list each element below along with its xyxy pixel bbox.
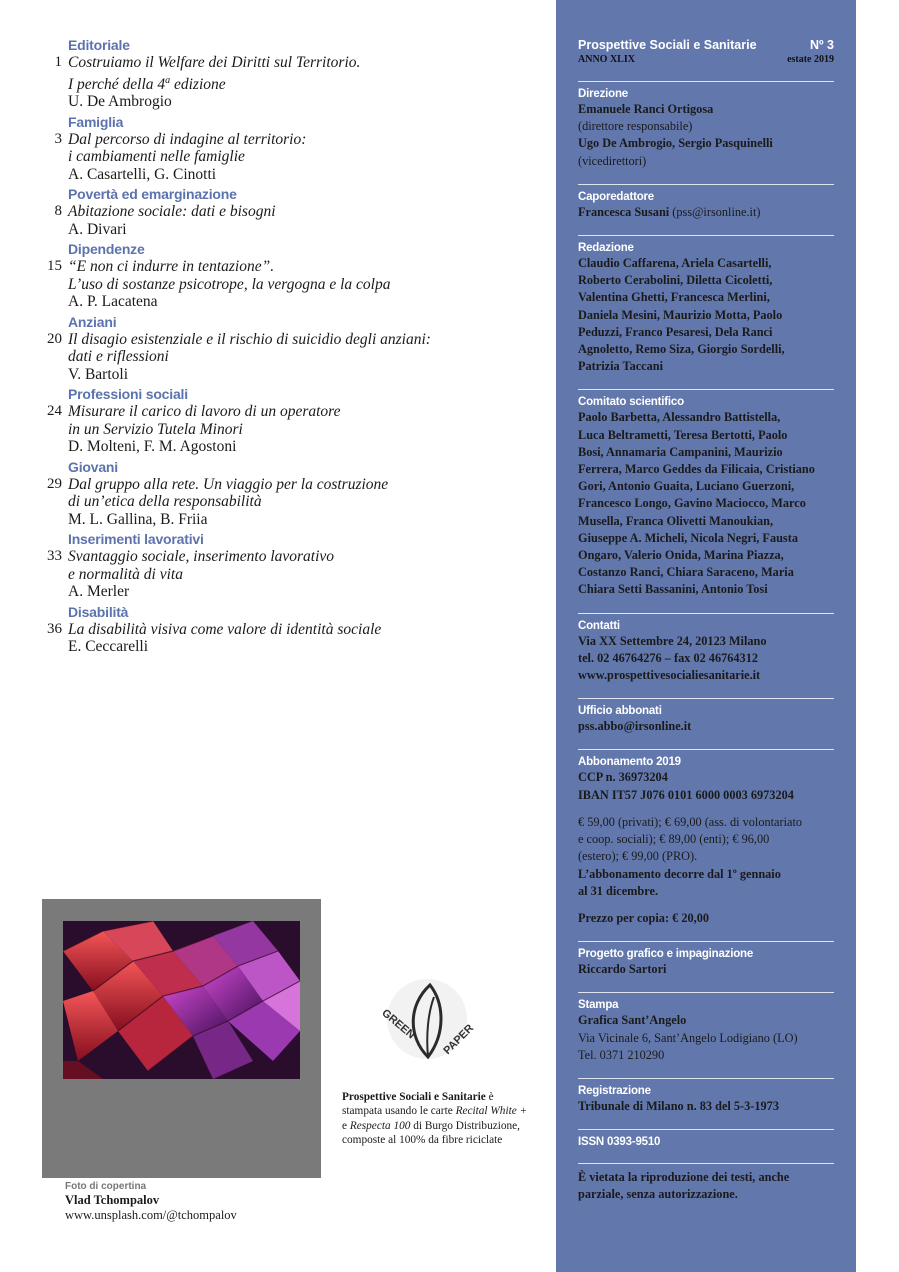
colophon-heading: Abbonamento 2019 xyxy=(578,756,681,769)
toc-page-number: 1 xyxy=(54,54,62,70)
toc-category: Povertà ed emarginazione xyxy=(68,186,237,203)
magazine-header xyxy=(578,38,834,53)
colophon-text: Ugo De Ambrogio, Sergio Pasquinelli xyxy=(578,136,773,151)
colophon-line xyxy=(578,255,834,272)
colophon-text: Via Vicinale 6, Sant’Angelo Lodigiano (LO) xyxy=(578,1030,798,1045)
colophon-line xyxy=(578,478,834,495)
issue-season: estate 2019 xyxy=(787,54,834,65)
toc-title-line: e normalità di vita xyxy=(68,565,183,583)
colophon-text: Agnoletto, Remo Siza, Giorgio Sordelli, xyxy=(578,342,785,357)
toc-page-number: 20 xyxy=(47,330,62,347)
colophon-line xyxy=(578,289,834,306)
colophon-line xyxy=(578,1012,834,1029)
table-of-contents xyxy=(38,37,538,659)
photographer-name: Vlad Tchompalov xyxy=(65,1193,160,1207)
colophon-line xyxy=(578,409,834,426)
colophon-line xyxy=(578,1169,834,1186)
toc-entry[interactable] xyxy=(38,203,538,238)
colophon-heading: ISSN 0393-9510 xyxy=(578,1136,661,1149)
colophon-text: Grafica Sant’Angelo xyxy=(578,1013,687,1028)
toc-title-line: dati e riflessioni xyxy=(68,348,169,366)
section-divider xyxy=(578,235,834,236)
toc-entry[interactable] xyxy=(38,54,538,111)
issue-number: Nº 3 xyxy=(809,38,834,52)
toc-title-line: Abitazione sociale: dati e bisogni xyxy=(68,203,276,221)
toc-author: E. Ceccarelli xyxy=(68,638,149,656)
toc-category: Famiglia xyxy=(68,113,124,130)
colophon-line xyxy=(578,814,834,831)
colophon-line xyxy=(578,341,834,358)
green-paper-text: e xyxy=(342,1119,350,1132)
toc-author: V. Bartoli xyxy=(68,365,128,383)
toc-page-number: 15 xyxy=(47,258,62,275)
colophon-text: tel. 02 46764276 – fax 02 46764312 xyxy=(578,650,758,665)
cover-photo xyxy=(63,921,300,1079)
colophon-text: Giuseppe A. Micheli, Nicola Negri, Fausta xyxy=(578,530,798,545)
toc-title-line: in un Servizio Tutela Minori xyxy=(68,420,243,438)
toc-title-line: “E non ci indurre in tentazione”. xyxy=(68,258,275,276)
toc-entry[interactable] xyxy=(38,258,538,311)
colophon-text: € 59,00 (privati); € 69,00 (ass. di volontariato xyxy=(578,814,803,829)
section-divider xyxy=(578,184,834,185)
green-paper-logo-text-right: PAPER xyxy=(441,1022,477,1058)
colophon-line xyxy=(578,866,834,883)
colophon-line xyxy=(578,135,834,152)
leaf-icon xyxy=(372,975,482,1065)
section-divider xyxy=(578,613,834,614)
toc-title-superscript: a xyxy=(165,74,171,86)
green-paper-text: è stampata usando le carte xyxy=(342,1091,494,1118)
toc-title-line: Misurare il carico di lavoro di un operatore xyxy=(68,403,341,421)
spacer xyxy=(578,900,834,910)
colophon-line xyxy=(578,204,834,221)
toc-entry[interactable] xyxy=(38,131,538,184)
colophon-text: Chiara Setti Bassanini, Antonio Tosi xyxy=(578,582,768,597)
colophon-heading: Comitato scientifico xyxy=(578,396,684,409)
colophon-line xyxy=(578,848,834,865)
colophon-line xyxy=(578,272,834,289)
colophon-heading: Ufficio abbonati xyxy=(578,705,662,718)
colophon-line xyxy=(578,307,834,324)
colophon-text: Ferrera, Marco Geddes da Filicaia, Cristiano xyxy=(578,462,815,477)
colophon-line xyxy=(578,530,834,547)
colophon-text: Patrizia Taccani xyxy=(578,359,664,374)
colophon-line xyxy=(578,1030,834,1047)
colophon-text: Valentina Ghetti, Francesca Merlini, xyxy=(578,290,770,305)
colophon-text: Luca Beltrametti, Teresa Bertotti, Paolo xyxy=(578,427,788,442)
colophon-text: Via XX Settembre 24, 20123 Milano xyxy=(578,633,767,648)
section-divider xyxy=(578,992,834,993)
colophon-line xyxy=(578,633,834,650)
colophon-line xyxy=(578,358,834,375)
colophon-heading: Registrazione xyxy=(578,1084,651,1097)
colophon-text: Daniela Mesini, Maurizio Motta, Paolo xyxy=(578,307,783,322)
colophon-heading: Direzione xyxy=(578,88,628,100)
colophon-line xyxy=(578,769,834,786)
colophon-text: www.prospettivesocialiesanitarie.it xyxy=(578,668,761,683)
toc-page-number: 24 xyxy=(47,403,62,420)
colophon-line xyxy=(578,961,834,978)
colophon-text: Emanuele Ranci Ortigosa xyxy=(578,102,714,116)
section-divider xyxy=(578,749,834,750)
paper-name-1: Recital White + xyxy=(455,1105,528,1118)
cover-photo-image xyxy=(63,921,300,1079)
toc-title-line: Costruiamo il Welfare dei Diritti sul Territorio. xyxy=(68,54,361,71)
colophon-line xyxy=(578,427,834,444)
colophon-sections xyxy=(578,81,834,1204)
colophon-text: Paolo Barbetta, Alessandro Battistella, xyxy=(578,410,781,425)
toc-title-line: La disabilità visiva come valore di identità sociale xyxy=(68,620,382,638)
toc-title-line: Svantaggio sociale, inserimento lavorativo xyxy=(68,548,335,566)
colophon-text: È vietata la riproduzione dei testi, anche xyxy=(578,1170,790,1185)
toc-page-number: 36 xyxy=(47,620,62,637)
toc-author: A. P. Lacatena xyxy=(68,293,158,311)
toc-category: Anziani xyxy=(68,313,117,330)
colophon-line xyxy=(578,118,834,135)
colophon-line xyxy=(578,883,834,900)
colophon-line xyxy=(578,718,834,735)
colophon-line xyxy=(578,461,834,478)
colophon-text: Gori, Antonio Guaita, Luciano Guerzoni, xyxy=(578,479,795,494)
colophon-text: parziale, senza autorizzazione. xyxy=(578,1187,738,1202)
toc-title-line: i cambiamenti nelle famiglie xyxy=(68,148,245,166)
section-divider xyxy=(578,698,834,699)
colophon-text: Musella, Franca Olivetti Manoukian, xyxy=(578,513,774,528)
toc-page-number: 3 xyxy=(54,130,62,147)
colophon-text: Prezzo per copia: € 20,00 xyxy=(578,910,710,925)
colophon-text: (estero); € 99,00 (PRO). xyxy=(578,849,698,864)
colophon-text: CCP n. 36973204 xyxy=(578,770,668,785)
toc-title-line xyxy=(68,72,538,94)
colophon-line xyxy=(578,547,834,564)
colophon-line xyxy=(578,1098,834,1115)
toc-author: U. De Ambrogio xyxy=(68,93,172,111)
colophon-text: pss.abbo@irsonline.it xyxy=(578,719,692,734)
colophon-text: Peduzzi, Franco Pesaresi, Dela Ranci xyxy=(578,324,773,339)
colophon-line xyxy=(578,650,834,667)
cover-photo-caption xyxy=(65,1180,325,1223)
colophon-heading: Redazione xyxy=(578,242,634,255)
toc-author: D. Molteni, F. M. Agostoni xyxy=(68,438,237,456)
photographer-url: www.unsplash.com/@tchompalov xyxy=(65,1208,237,1222)
colophon-line xyxy=(578,1047,834,1064)
colophon-line xyxy=(578,831,834,848)
colophon-line xyxy=(578,564,834,581)
volume-year: ANNO XLIX xyxy=(578,54,635,65)
colophon-heading: Stampa xyxy=(578,999,619,1012)
colophon-text: Francesca Susani xyxy=(578,204,670,219)
colophon-text: Ongaro, Valerio Onida, Marina Piazza, xyxy=(578,548,784,563)
colophon-text: Tel. 0371 210290 xyxy=(578,1047,665,1062)
toc-category: Editoriale xyxy=(68,37,130,53)
colophon-text: Bosi, Annamaria Campanini, Maurizio xyxy=(578,444,783,459)
toc-page-number: 33 xyxy=(47,548,62,565)
green-paper-logo xyxy=(372,975,482,1065)
toc-title-line: di un’etica della responsabilità xyxy=(68,493,262,511)
spacer xyxy=(578,804,834,814)
colophon-text: Roberto Cerabolini, Diletta Cicoletti, xyxy=(578,273,773,288)
section-divider xyxy=(578,81,834,82)
colophon-line xyxy=(578,444,834,461)
colophon-text: e coop. sociali); € 89,00 (enti); € 96,00 xyxy=(578,832,770,847)
toc-title-line: L’uso di sostanze psicotrope, la vergogna e la colpa xyxy=(68,275,391,293)
toc-page-number: 29 xyxy=(47,475,62,492)
colophon-text: Riccardo Sartori xyxy=(578,962,667,977)
toc-entry[interactable] xyxy=(38,476,538,529)
green-paper-note xyxy=(342,1090,530,1147)
toc-title-line: Dal gruppo alla rete. Un viaggio per la costruzione xyxy=(68,475,389,493)
toc-category: Professioni sociali xyxy=(68,386,188,403)
colophon-text: (vicedirettori) xyxy=(578,153,647,168)
colophon-text: Francesco Longo, Gavino Maciocco, Marco xyxy=(578,496,806,511)
toc-title-text: edizione xyxy=(170,75,226,93)
paper-name-2: Respecta 100 xyxy=(349,1119,411,1132)
colophon-line xyxy=(578,153,834,170)
colophon-text: Costanzo Ranci, Chiara Saraceno, Maria xyxy=(578,565,794,580)
toc-category: Giovani xyxy=(68,458,118,475)
colophon-line xyxy=(578,581,834,598)
colophon-text-extra: (pss@irsonline.it) xyxy=(669,204,761,219)
cover-photo-frame xyxy=(42,899,321,1178)
colophon-line xyxy=(578,910,834,927)
toc-category: Dipendenze xyxy=(68,241,145,258)
colophon-line xyxy=(578,513,834,530)
colophon-line xyxy=(578,1186,834,1203)
colophon-line xyxy=(578,787,834,804)
colophon-text: (direttore responsabile) xyxy=(578,119,693,134)
magazine-subheader xyxy=(578,53,834,67)
colophon-line xyxy=(578,101,834,118)
colophon-line xyxy=(578,324,834,341)
colophon-text: IBAN IT57 J076 0101 6000 0003 6973204 xyxy=(578,787,794,802)
toc-author: A. Casartelli, G. Cinotti xyxy=(68,165,217,183)
colophon-panel xyxy=(556,0,856,1272)
toc-title-text: I perché della 4 xyxy=(68,75,166,93)
toc-title-line: Dal percorso di indagine al territorio: xyxy=(68,130,307,148)
toc-category: Inserimenti lavorativi xyxy=(68,531,204,548)
colophon-text: Claudio Caffarena, Ariela Casartelli, xyxy=(578,256,772,271)
colophon-text: Tribunale di Milano n. 83 del 5-3-1973 xyxy=(578,1098,779,1113)
green-paper-text: di Burgo Distribuzione, composte al 100% da fibre riciclate xyxy=(342,1119,521,1146)
section-divider xyxy=(578,1129,834,1130)
toc-entry[interactable] xyxy=(38,331,538,384)
section-divider xyxy=(578,1078,834,1079)
section-divider xyxy=(578,941,834,942)
toc-title-line: Il disagio esistenziale e il rischio di suicidio degli anziani: xyxy=(68,330,431,348)
magazine-title: Prospettive Sociali e Sanitarie xyxy=(578,38,757,52)
colophon-text: L’abbonamento decorre dal 1º gennaio xyxy=(578,866,781,881)
green-paper-magazine: Prospettive Sociali e Sanitarie xyxy=(342,1091,486,1103)
toc-category: Disabilità xyxy=(68,603,129,620)
toc-entry[interactable] xyxy=(38,403,538,456)
toc-entry[interactable] xyxy=(38,621,538,656)
colophon-text: al 31 dicembre. xyxy=(578,883,659,898)
toc-entry[interactable] xyxy=(38,548,538,601)
toc-author: A. Merler xyxy=(68,583,130,601)
toc-author: M. L. Gallina, B. Friia xyxy=(68,510,208,528)
toc-page-number: 8 xyxy=(54,203,62,220)
section-divider xyxy=(578,389,834,390)
colophon-heading: Progetto grafico e impaginazione xyxy=(578,948,754,961)
colophon-line xyxy=(578,667,834,684)
toc-author: A. Divari xyxy=(68,220,127,238)
green-paper-logo-text-left: GREEN xyxy=(379,1007,418,1042)
cover-photo-label: Foto di copertina xyxy=(65,1181,147,1192)
section-divider xyxy=(578,1163,834,1164)
colophon-line xyxy=(578,495,834,512)
colophon-heading: Contatti xyxy=(578,619,620,632)
colophon-heading: Caporedattore xyxy=(578,190,654,203)
